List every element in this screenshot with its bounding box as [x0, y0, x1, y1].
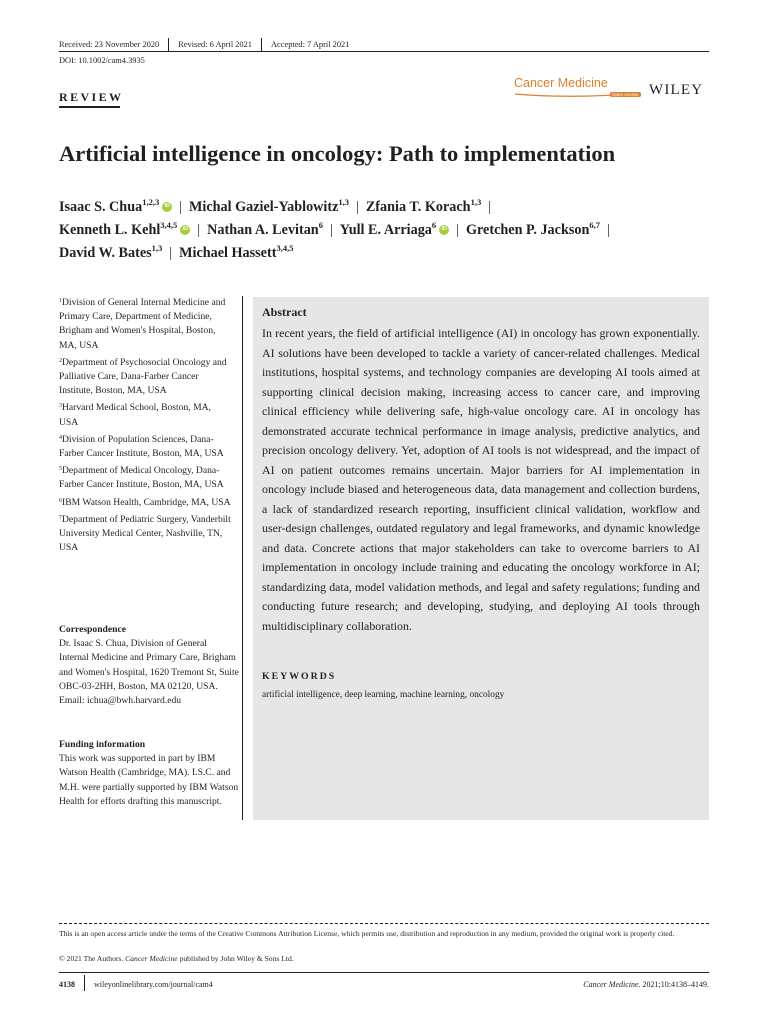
affiliation-item: $^2$Department of Psychosocial Oncology and Palliative Care, Dana-Farber Cancer Institute, Boston, MA, USA [59, 356, 227, 397]
divider [168, 38, 169, 52]
abstract-heading: Abstract [262, 305, 307, 319]
article-type-underline [59, 106, 120, 108]
revised-date: Revised: 6 April 2021 [178, 40, 252, 49]
orcid-icon[interactable] [439, 225, 449, 235]
correspondence-email[interactable]: Email: ichua@bwh.harvard.edu [59, 695, 182, 707]
affiliations-list [59, 296, 231, 558]
keywords-text: artificial intelligence, deep learning, machine learning, oncology [262, 690, 505, 700]
funding-text: This work was supported in part by IBM Watson Health (Cambridge, MA). I.S.C. and M.H. were partially supported by IBM Watson Health for efforts drafting this manuscript. [59, 753, 239, 807]
received-date: Received: 23 November 2020 [59, 40, 160, 49]
orcid-icon[interactable] [180, 225, 190, 235]
author-name: Yull E. Arriaga [339, 222, 432, 238]
journal-name: Cancer Medicine [514, 76, 608, 90]
abstract-box [253, 297, 709, 820]
author-affiliation: 6 [431, 220, 437, 230]
copyright-text: © 2021 The Authors. Cancer Medicine published by John Wiley & Sons Ltd. [59, 954, 294, 963]
journal-logo[interactable] [514, 76, 714, 104]
author-name: Zfania T. Korach [365, 199, 471, 215]
doi[interactable]: DOI: 10.1002/cam4.3935 [59, 56, 145, 65]
author-affiliation: 1,3 [338, 197, 349, 207]
author-name: Gretchen P. Jackson [465, 222, 590, 238]
citation: Cancer Medicine. 2021;10:4138–4149. [583, 980, 709, 989]
funding-heading: Funding information [59, 739, 146, 750]
affiliation-item: $^3$Harvard Medical School, Boston, MA, USA [59, 402, 211, 428]
header-rule [59, 51, 709, 52]
affiliation-item: $^7$Department of Pediatric Surgery, Vanderbilt University Medical Center, Nashville, TN, USA [59, 513, 231, 554]
author-name: Kenneth L. Kehl [59, 222, 161, 238]
author-affiliation: 3,4,5 [160, 220, 178, 230]
accepted-date: Accepted: 7 April 2021 [271, 40, 350, 49]
correspondence-heading: Correspondence [59, 624, 126, 635]
affiliation-item: $^5$Department of Medical Oncology, Dana-Farber Cancer Institute, Boston, MA, USA [59, 465, 224, 491]
author-line: Kenneth L. Kehl$^{3,4,5}$iD | Nathan A. Levitan$^6$ | Yull E. Arriaga$^6$iD | Gretchen P. Jackson$^{6,7}$ | [59, 222, 719, 239]
affiliation-item: $^4$Division of Population Sciences, Dana-Farber Cancer Institute, Boston, MA, USA [59, 433, 224, 460]
affiliation-item: $^1$Division of General Internal Medicine and Primary Care, Department of Medicine, Brigham and Women's Hospital, Boston, MA, USA [59, 297, 226, 351]
open-access-tag: Open Access [612, 92, 639, 97]
author-name: Michal Gaziel-Yablowitz [189, 199, 339, 215]
article-title: Artificial intelligence in oncology: Path to implementation [59, 141, 616, 166]
divider [261, 38, 262, 52]
publisher-logo: WILEY [649, 82, 704, 98]
author-affiliation: 6 [318, 220, 323, 230]
column-divider [242, 296, 243, 820]
page-number: 4138 [59, 980, 75, 989]
license-text: This is an open access article under the terms of the Creative Commons Attribution License, which permits use, distribution and reproduction in any medium, provided the original work is properly cited. [59, 929, 675, 938]
dates-row [59, 38, 349, 51]
author-line: David W. Bates$^{1,3}$ | Michael Hassett$^{3,4,5}$ [59, 243, 294, 261]
keywords-heading: KEYWORDS [262, 671, 337, 682]
orcid-icon[interactable] [162, 202, 172, 212]
author-name: Michael Hassett [179, 245, 277, 261]
author-affiliation: 1,3 [470, 197, 482, 207]
author-name: David W. Bates [59, 245, 152, 261]
correspondence-text: Dr. Isaac S. Chua, Division of General Internal Medicine and Primary Care, Brigham and Women's Hospital, 1620 Tremont St, Suite OBC-03-2HH, Boston, MA 02120, USA. [59, 638, 239, 692]
author-line: Isaac S. Chua$^{1,2,3}$iD | Michal Gaziel-Yablowitz$^{1,3}$ | Zfania T. Korach$^{1,3}$ | [59, 199, 719, 216]
correspondence-block [59, 623, 239, 708]
article-type: REVIEW [59, 90, 124, 104]
affiliation-item: $^6$IBM Watson Health, Cambridge, MA, USA [59, 496, 231, 508]
author-name: Isaac S. Chua [59, 199, 143, 215]
footer-rule [59, 972, 709, 973]
author-affiliation: 3,4,5 [276, 243, 294, 253]
author-affiliation: 1,2,3 [142, 197, 160, 207]
author-affiliation: 6,7 [589, 220, 600, 230]
abstract-text: In recent years, the field of artificial intelligence (AI) in oncology has grown exponentially. AI solutions have been developed to tackle a variety of cancer-related challenges. Medical institutions, hospital systems, and technology companies are developing AI tools aimed at supporting clinical decision making, increasing access to cancer care, and improving clinical efficiency while delivering safe, high-value oncology care. AI in oncology has demonstrated accurate technical performance in image analysis, predictive analytics, and precision oncology delivery. Yet, adoption of AI tools is not widespread, and the impact of AI on patient outcomes remains uncertain. Major barriers for AI implementation in oncology include biased and heterogeneous data, data management and collection burdens, a lack of standardized research reporting, insufficient clinical validation, workflow and user-design challenges, outdated regulatory and legal frameworks, and dynamic knowledge and data. Concrete actions that major stakeholders can take to overcome barriers to AI implementation in oncology include training and educating the oncology workforce in AI; standardizing data, model validation methods, and legal and safety regulations; funding and conducting future research; and developing, studying, and deploying AI tools through multidisciplinary collaboration. [262, 326, 700, 633]
journal-url[interactable]: wileyonlinelibrary.com/journal/cam4 [94, 980, 213, 989]
author-name: Nathan A. Levitan [207, 222, 319, 238]
author-affiliation: 1,3 [151, 243, 163, 253]
divider [84, 975, 85, 991]
footer-dashed-rule [59, 923, 709, 924]
funding-block [59, 738, 239, 809]
